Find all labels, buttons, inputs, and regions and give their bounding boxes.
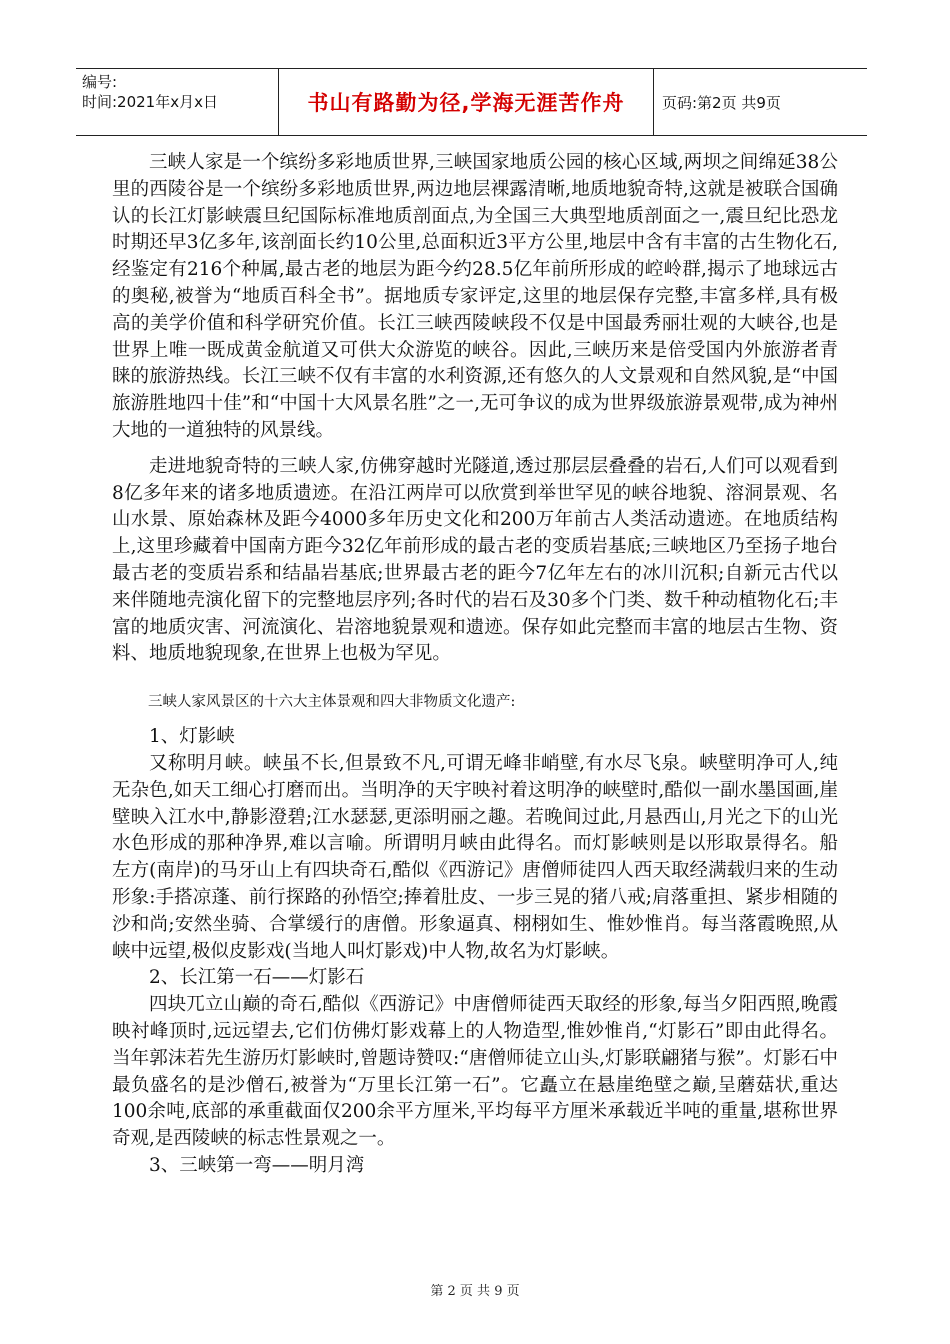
section-1-text: 又称明月峡。峡虽不长,但景致不凡,可谓无峰非峭壁,有水尽飞泉。峡壁明净可人,纯无杂色,如天工细心打磨而出。当明净的天宇映衬着这明净的峡壁时,酷似一副水墨国画,崖壁映入江水中,静影澄碧;江水瑟瑟,更添明丽之趣。若晚间过此,月悬西山,月光之下的山光水色形成的那种净界,难以言喻。所谓明月峡由此得名。而灯影峡则是以形取景得名。船左方(南岸)的马牙山上有四块奇石,酷似《西游记》唐僧师徒四人西天取经满载归来的生动形象:手搭凉蓬、前行探路的孙悟空;捧着肚皮、一步三晃的猪八戒;肩落重担、紧步相随的沙和尚;安然坐骑、合掌缓行的唐僧。形象逼真、栩栩如生、惟妙惟肖。每当落霞晚照,从峡中远望,极似皮影戏(当地人叫灯影戏)中人物,故名为灯影峡。	[112, 752, 838, 962]
section-intro: 三峡人家风景区的十六大主体景观和四大非物质文化遗产:	[148, 694, 516, 711]
header-page-label: 页码:第2页 共9页	[662, 93, 781, 112]
time-label: 时间:2021年x月x日	[82, 93, 218, 111]
page-header	[76, 68, 867, 136]
header-meta	[76, 69, 279, 135]
paragraph-2: 走进地貌奇特的三峡人家,仿佛穿越时光隧道,透过那层层叠叠的岩石,人们可以观看到8亿多年来的诸多地质遗迹。在沿江两岸可以欣赏到举世罕见的峡谷地貌、溶洞景观、名山水景、原始森林及距今4000多年历史文化和200万年前古人类活动遗迹。在地质结构上,这里珍藏着中国南方距今32亿年前形成的最古老的变质岩基底;三峡地区乃至扬子地台最古老的变质岩系和结晶岩基底;世界最古老的距今7亿年左右的冰川沉积;自新元古代以来伴随地壳演化留下的完整地层序列;各时代的岩石及30多个门类、数千种动植物化石;丰富的地质灾害、河流演化、岩溶地貌景观和遗迹。保存如此完整而丰富的地层古生物、资料、地质地貌现象,在世界上也极为罕见。	[112, 455, 838, 665]
header-motto: 书山有路勤为径,学海无涯苦作舟	[279, 69, 654, 135]
section-2-title: 2、长江第一石——灯影石	[149, 967, 365, 989]
paragraph-1: 三峡人家是一个缤纷多彩地质世界,三峡国家地质公园的核心区域,两坝之间绵延38公里的西陵谷是一个缤纷多彩地质世界,两边地层裸露清晰,地质地貌奇特,这就是被联合国确认的长江灯影峡震旦纪国际标准地质剖面点,为全国三大典型地质剖面之一,震旦纪比恐龙时期还早3亿多年,该剖面长约10公里,总面积近3平方公里,地层中含有丰富的古生物化石,经鉴定有216个种属,最古老的地层为距今约28.5亿年前所形成的崆岭群,揭示了地球远古的奥秘,被誉为“地质百科全书”。据地质专家评定,这里的地层保存完整,丰富多样,具有极高的美学价值和科学研究价值。长江三峡西陵峡段不仅是中国最秀丽壮观的大峡谷,也是世界上唯一既成黄金航道又可供大众游览的峡谷。因此,三峡历来是倍受国内外旅游者青睐的旅游热线。长江三峡不仅有丰富的水利资源,还有悠久的人文景观和自然风貌,是“中国旅游胜地四十佳”和“中国十大风景名胜”之一,无可争议的成为世界级旅游景观带,成为神州大地的一道独特的风景线。	[112, 152, 838, 441]
number-label: 编号:	[82, 73, 118, 91]
section-3-title: 3、三峡第一弯——明月湾	[149, 1154, 365, 1176]
page-footer: 第 2 页 共 9 页	[430, 1284, 520, 1299]
document-body	[112, 150, 838, 1180]
section-2-text: 四块兀立山巅的奇石,酷似《西游记》中唐僧师徒西天取经的形象,每当夕阳西照,晚霞映衬峰顶时,远远望去,它们仿佛灯影戏幕上的人物造型,惟妙惟肖,“灯影石”即由此得名。当年郭沫若先生游历灯影峡时,曾题诗赞叹:“唐僧师徒立山头,灯影联翩猪与猴”。灯影石中最负盛名的是沙僧石,被誉为“万里长江第一石”。它矗立在悬崖绝壁之巅,呈蘑菇状,重达100余吨,底部的承重截面仅200余平方厘米,平均每平方厘米承载近半吨的重量,堪称世界奇观,是西陵峡的标志性景观之一。	[112, 994, 838, 1150]
section-1-title: 1、灯影峡	[149, 726, 235, 748]
